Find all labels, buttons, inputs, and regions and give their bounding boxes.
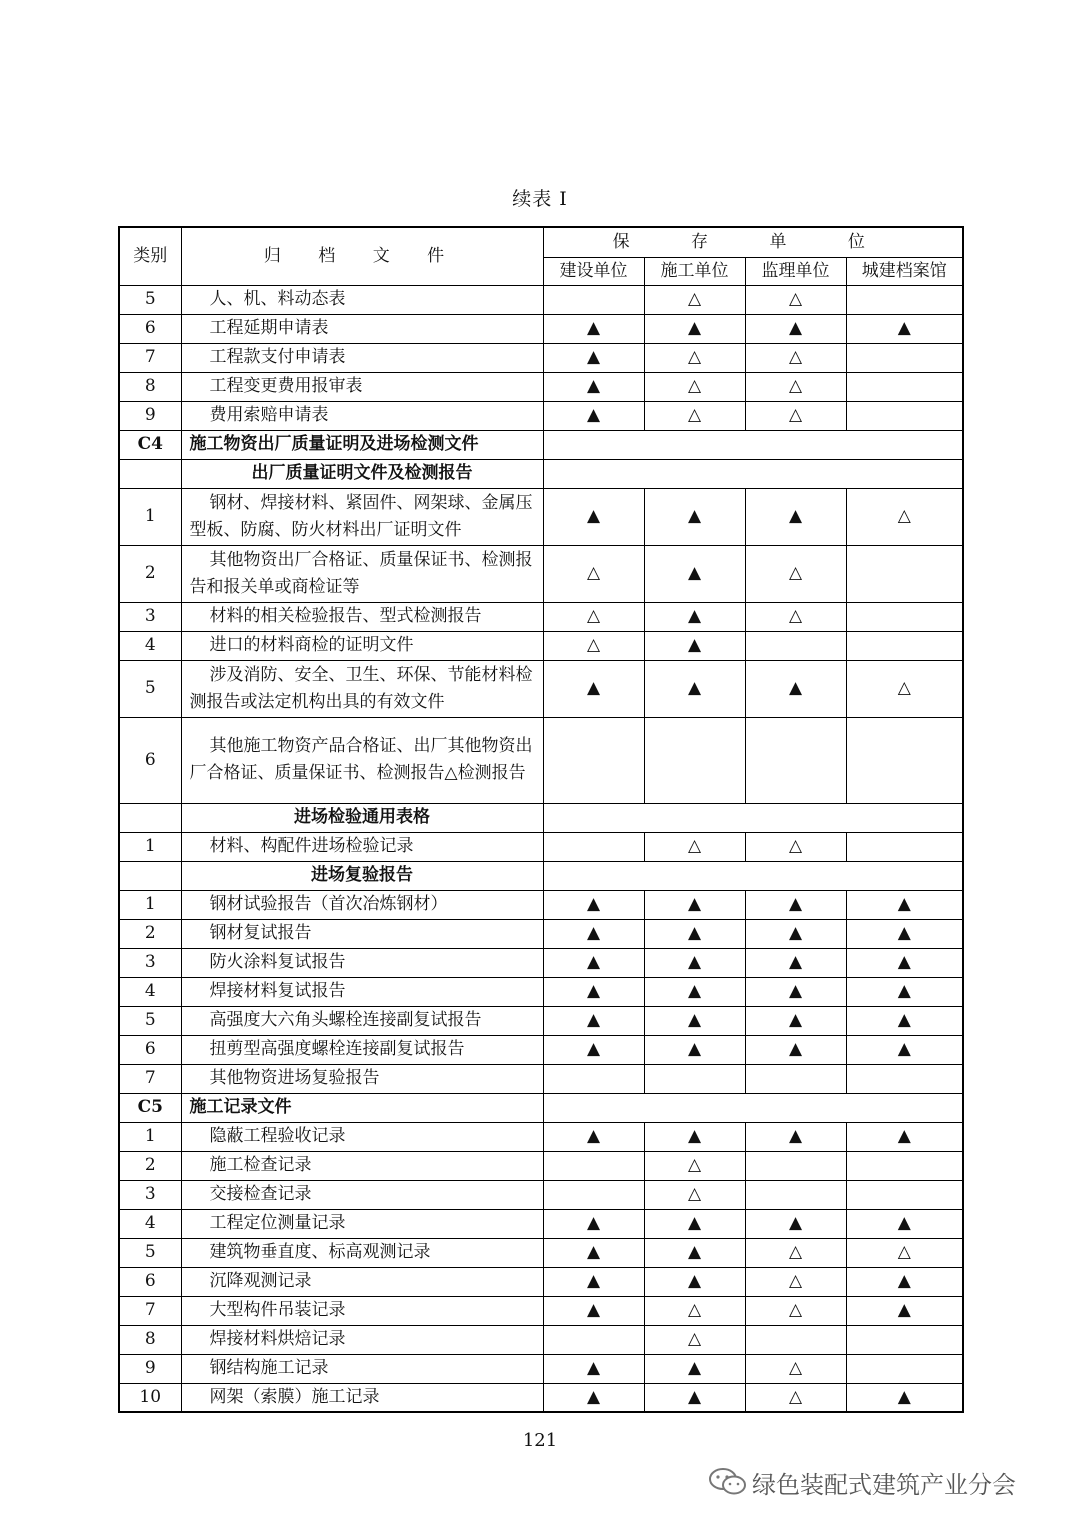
cell-mark-supervisor: △ (745, 343, 846, 372)
cell-mark-construction-owner: ▲ (543, 1354, 644, 1383)
table-row (119, 1180, 963, 1209)
cell-mark-contractor: ▲ (644, 1035, 745, 1064)
cell-category: 5 (119, 1238, 181, 1267)
cell-category: 1 (119, 890, 181, 919)
cell-mark-city-archive: ▲ (846, 977, 963, 1006)
cell-mark-supervisor: ▲ (745, 1035, 846, 1064)
cell-mark-contractor: △ (644, 1151, 745, 1180)
cell-mark-construction-owner: ▲ (543, 1267, 644, 1296)
section-row (119, 1093, 963, 1122)
cell-mark-contractor: ▲ (644, 1383, 745, 1412)
cell-mark-contractor: ▲ (644, 890, 745, 919)
cell-mark-construction-owner (543, 1151, 644, 1180)
cell-document: 其他物资进场复验报告 (181, 1064, 543, 1093)
cell-category: 2 (119, 919, 181, 948)
cell-mark-construction-owner: ▲ (543, 1122, 644, 1151)
cell-document: 隐蔽工程验收记录 (181, 1122, 543, 1151)
header-unit-contractor: 施工单位 (644, 257, 745, 285)
cell-mark-construction-owner: ▲ (543, 1238, 644, 1267)
cell-mark-supervisor (745, 1151, 846, 1180)
cell-document: 防火涂料复试报告 (181, 948, 543, 977)
cell-mark-supervisor: △ (745, 602, 846, 631)
cell-mark-contractor: ▲ (644, 1354, 745, 1383)
cell-document: 工程款支付申请表 (181, 343, 543, 372)
cell-mark-city-archive: △ (846, 488, 963, 545)
cell-mark-construction-owner (543, 1064, 644, 1093)
cell-mark-city-archive: ▲ (846, 1006, 963, 1035)
cell-category: 5 (119, 1006, 181, 1035)
header-unit-city-archive: 城建档案馆 (846, 257, 963, 285)
subsection-row (119, 459, 963, 488)
cell-category: 8 (119, 372, 181, 401)
cell-category: 1 (119, 832, 181, 861)
cell-mark-city-archive (846, 285, 963, 314)
cell-mark-contractor (644, 717, 745, 803)
cell-mark-contractor: △ (644, 343, 745, 372)
cell-empty (543, 803, 963, 832)
archive-table (118, 226, 964, 1413)
table-header (119, 227, 963, 285)
cell-category: 4 (119, 977, 181, 1006)
cell-document: 材料的相关检验报告、型式检测报告 (181, 602, 543, 631)
cell-category (119, 459, 181, 488)
cell-category: 2 (119, 545, 181, 602)
cell-document: 进场检验通用表格 (181, 803, 543, 832)
cell-mark-city-archive (846, 401, 963, 430)
cell-document: 费用索赔申请表 (181, 401, 543, 430)
cell-mark-city-archive (846, 545, 963, 602)
cell-document: 进场复验报告 (181, 861, 543, 890)
cell-mark-contractor: ▲ (644, 488, 745, 545)
cell-category: 5 (119, 660, 181, 717)
header-unit-supervisor: 监理单位 (745, 257, 846, 285)
cell-category (119, 803, 181, 832)
table-row (119, 1238, 963, 1267)
cell-mark-supervisor: △ (745, 1267, 846, 1296)
cell-document: 其他物资出厂合格证、质量保证书、检测报告和报关单或商检证等 (181, 545, 543, 602)
cell-mark-construction-owner (543, 717, 644, 803)
cell-mark-city-archive (846, 602, 963, 631)
section-row (119, 430, 963, 459)
cell-mark-supervisor: ▲ (745, 1006, 846, 1035)
cell-mark-supervisor: ▲ (745, 660, 846, 717)
cell-mark-city-archive (846, 1064, 963, 1093)
cell-mark-city-archive (846, 372, 963, 401)
cell-mark-city-archive: ▲ (846, 948, 963, 977)
cell-document: 工程变更费用报审表 (181, 372, 543, 401)
cell-document: 施工检查记录 (181, 1151, 543, 1180)
cell-mark-construction-owner: ▲ (543, 1383, 644, 1412)
cell-mark-contractor: ▲ (644, 977, 745, 1006)
cell-category: 9 (119, 401, 181, 430)
cell-document: 大型构件吊装记录 (181, 1296, 543, 1325)
cell-document: 其他施工物资产品合格证、出厂其他物资出厂合格证、质量保证书、检测报告△检测报告 (181, 717, 543, 803)
table-row (119, 660, 963, 717)
cell-mark-city-archive: ▲ (846, 1296, 963, 1325)
header-storage: 保 存 单 位 (543, 227, 963, 257)
cell-category: 10 (119, 1383, 181, 1412)
cell-document: 交接检查记录 (181, 1180, 543, 1209)
table-row (119, 1122, 963, 1151)
cell-document: 钢材、焊接材料、紧固件、网架球、金属压型板、防腐、防火材料出厂证明文件 (181, 488, 543, 545)
cell-empty (543, 459, 963, 488)
cell-mark-supervisor: ▲ (745, 977, 846, 1006)
cell-document: 人、机、料动态表 (181, 285, 543, 314)
cell-mark-construction-owner: ▲ (543, 660, 644, 717)
cell-mark-supervisor: △ (745, 545, 846, 602)
cell-mark-supervisor: △ (745, 832, 846, 861)
table-row (119, 602, 963, 631)
table-row (119, 314, 963, 343)
table-row (119, 1064, 963, 1093)
cell-mark-contractor: ▲ (644, 631, 745, 660)
cell-category: 7 (119, 343, 181, 372)
cell-mark-contractor: △ (644, 1180, 745, 1209)
cell-mark-supervisor: ▲ (745, 1209, 846, 1238)
table-row (119, 1354, 963, 1383)
cell-category: 3 (119, 948, 181, 977)
table-row (119, 1006, 963, 1035)
table-row (119, 919, 963, 948)
cell-document: 出厂质量证明文件及检测报告 (181, 459, 543, 488)
table-row (119, 285, 963, 314)
cell-category: 1 (119, 1122, 181, 1151)
cell-mark-construction-owner: ▲ (543, 1209, 644, 1238)
cell-mark-supervisor: ▲ (745, 890, 846, 919)
cell-mark-city-archive (846, 1325, 963, 1354)
cell-mark-city-archive (846, 717, 963, 803)
cell-mark-construction-owner: ▲ (543, 401, 644, 430)
cell-category: 6 (119, 314, 181, 343)
cell-category (119, 861, 181, 890)
cell-mark-city-archive (846, 1180, 963, 1209)
cell-document: 沉降观测记录 (181, 1267, 543, 1296)
cell-document: 建筑物垂直度、标高观测记录 (181, 1238, 543, 1267)
table-row (119, 1267, 963, 1296)
cell-mark-city-archive: ▲ (846, 890, 963, 919)
table-row (119, 890, 963, 919)
cell-mark-city-archive (846, 631, 963, 660)
cell-mark-construction-owner: ▲ (543, 977, 644, 1006)
cell-mark-supervisor: △ (745, 285, 846, 314)
cell-mark-city-archive: ▲ (846, 1122, 963, 1151)
cell-mark-construction-owner: ▲ (543, 1006, 644, 1035)
cell-mark-city-archive (846, 1151, 963, 1180)
cell-mark-contractor: ▲ (644, 919, 745, 948)
cell-mark-supervisor: △ (745, 1296, 846, 1325)
cell-category: 2 (119, 1151, 181, 1180)
cell-mark-construction-owner: ▲ (543, 1296, 644, 1325)
cell-document: 钢材试验报告（首次冶炼钢材） (181, 890, 543, 919)
cell-category: 4 (119, 631, 181, 660)
cell-mark-contractor: △ (644, 1325, 745, 1354)
cell-document: 施工物资出厂质量证明及进场检测文件 (181, 430, 543, 459)
cell-mark-contractor: ▲ (644, 1267, 745, 1296)
cell-mark-construction-owner: ▲ (543, 1035, 644, 1064)
table-row (119, 948, 963, 977)
cell-mark-contractor: ▲ (644, 545, 745, 602)
table-row (119, 977, 963, 1006)
cell-mark-contractor: ▲ (644, 660, 745, 717)
cell-mark-city-archive: ▲ (846, 1035, 963, 1064)
cell-category: 9 (119, 1354, 181, 1383)
cell-mark-contractor: ▲ (644, 948, 745, 977)
cell-mark-supervisor: ▲ (745, 1122, 846, 1151)
cell-category: 4 (119, 1209, 181, 1238)
cell-mark-construction-owner: △ (543, 631, 644, 660)
table-row (119, 1035, 963, 1064)
cell-mark-city-archive: ▲ (846, 1383, 963, 1412)
cell-mark-construction-owner: △ (543, 602, 644, 631)
cell-mark-construction-owner (543, 285, 644, 314)
cell-mark-contractor: △ (644, 1296, 745, 1325)
cell-mark-contractor: △ (644, 832, 745, 861)
cell-mark-construction-owner: ▲ (543, 343, 644, 372)
table-row (119, 488, 963, 545)
table-row (119, 401, 963, 430)
cell-mark-city-archive (846, 1354, 963, 1383)
cell-mark-contractor: ▲ (644, 1122, 745, 1151)
cell-category: 7 (119, 1064, 181, 1093)
cell-mark-supervisor: △ (745, 372, 846, 401)
cell-mark-contractor: ▲ (644, 1238, 745, 1267)
cell-mark-supervisor: △ (745, 401, 846, 430)
table-row (119, 717, 963, 803)
cell-mark-supervisor: △ (745, 1383, 846, 1412)
cell-category: C4 (119, 430, 181, 459)
cell-category: 6 (119, 717, 181, 803)
cell-mark-contractor: ▲ (644, 602, 745, 631)
cell-mark-city-archive: ▲ (846, 1267, 963, 1296)
cell-mark-construction-owner: ▲ (543, 372, 644, 401)
subsection-row (119, 861, 963, 890)
cell-mark-supervisor (745, 1325, 846, 1354)
cell-empty (543, 1093, 963, 1122)
cell-document: 钢材复试报告 (181, 919, 543, 948)
table-title: 续表 I (512, 188, 568, 210)
header-category: 类别 (119, 227, 181, 285)
cell-category: 6 (119, 1267, 181, 1296)
cell-mark-city-archive (846, 343, 963, 372)
cell-mark-city-archive: ▲ (846, 314, 963, 343)
cell-document: 焊接材料复试报告 (181, 977, 543, 1006)
cell-mark-city-archive: ▲ (846, 1209, 963, 1238)
cell-mark-supervisor: △ (745, 1354, 846, 1383)
cell-mark-construction-owner (543, 832, 644, 861)
table-row (119, 343, 963, 372)
cell-empty (543, 430, 963, 459)
cell-mark-construction-owner (543, 1325, 644, 1354)
cell-mark-city-archive: △ (846, 1238, 963, 1267)
cell-mark-supervisor (745, 717, 846, 803)
cell-document: 高强度大六角头螺栓连接副复试报告 (181, 1006, 543, 1035)
cell-mark-supervisor (745, 1180, 846, 1209)
cell-category: 3 (119, 602, 181, 631)
table-row (119, 631, 963, 660)
cell-mark-construction-owner: ▲ (543, 948, 644, 977)
cell-mark-construction-owner: ▲ (543, 890, 644, 919)
wechat-icon (708, 1467, 748, 1497)
cell-category: 1 (119, 488, 181, 545)
cell-category: 3 (119, 1180, 181, 1209)
table-body (119, 285, 963, 1412)
table-row (119, 1151, 963, 1180)
cell-mark-construction-owner: ▲ (543, 488, 644, 545)
cell-mark-supervisor: △ (745, 1238, 846, 1267)
cell-mark-supervisor: ▲ (745, 488, 846, 545)
cell-category: C5 (119, 1093, 181, 1122)
cell-document: 网架（索膜）施工记录 (181, 1383, 543, 1412)
cell-category: 7 (119, 1296, 181, 1325)
table-row (119, 372, 963, 401)
cell-document: 材料、构配件进场检验记录 (181, 832, 543, 861)
cell-mark-contractor: ▲ (644, 1209, 745, 1238)
cell-mark-construction-owner: △ (543, 545, 644, 602)
cell-document: 工程延期申请表 (181, 314, 543, 343)
cell-category: 5 (119, 285, 181, 314)
cell-mark-city-archive: △ (846, 660, 963, 717)
cell-mark-supervisor (745, 1064, 846, 1093)
watermark (708, 1462, 1016, 1502)
cell-mark-supervisor: ▲ (745, 314, 846, 343)
cell-document: 钢结构施工记录 (181, 1354, 543, 1383)
cell-mark-contractor (644, 1064, 745, 1093)
cell-mark-construction-owner: ▲ (543, 919, 644, 948)
cell-document: 进口的材料商检的证明文件 (181, 631, 543, 660)
cell-mark-construction-owner (543, 1180, 644, 1209)
page-number: 121 (522, 1430, 558, 1451)
cell-document: 施工记录文件 (181, 1093, 543, 1122)
subsection-row (119, 803, 963, 832)
cell-mark-city-archive (846, 832, 963, 861)
cell-mark-contractor: ▲ (644, 1006, 745, 1035)
cell-document: 扭剪型高强度螺栓连接副复试报告 (181, 1035, 543, 1064)
cell-category: 6 (119, 1035, 181, 1064)
cell-mark-contractor: △ (644, 401, 745, 430)
cell-mark-city-archive: ▲ (846, 919, 963, 948)
cell-mark-contractor: △ (644, 285, 745, 314)
table-row (119, 1296, 963, 1325)
cell-document: 焊接材料烘焙记录 (181, 1325, 543, 1354)
cell-mark-construction-owner: ▲ (543, 314, 644, 343)
header-unit-construction-owner: 建设单位 (543, 257, 644, 285)
cell-category: 8 (119, 1325, 181, 1354)
table-row (119, 545, 963, 602)
table-row (119, 1209, 963, 1238)
header-document: 归 档 文 件 (181, 227, 543, 285)
cell-empty (543, 861, 963, 890)
table-row (119, 1383, 963, 1412)
cell-document: 涉及消防、安全、卫生、环保、节能材料检测报告或法定机构出具的有效文件 (181, 660, 543, 717)
cell-mark-contractor: △ (644, 372, 745, 401)
cell-mark-supervisor: ▲ (745, 919, 846, 948)
cell-mark-supervisor (745, 631, 846, 660)
watermark-text: 绿色装配式建筑产业分会 (752, 1470, 1016, 1499)
table-row (119, 832, 963, 861)
cell-mark-supervisor: ▲ (745, 948, 846, 977)
cell-mark-contractor: ▲ (644, 314, 745, 343)
table-row (119, 1325, 963, 1354)
cell-document: 工程定位测量记录 (181, 1209, 543, 1238)
